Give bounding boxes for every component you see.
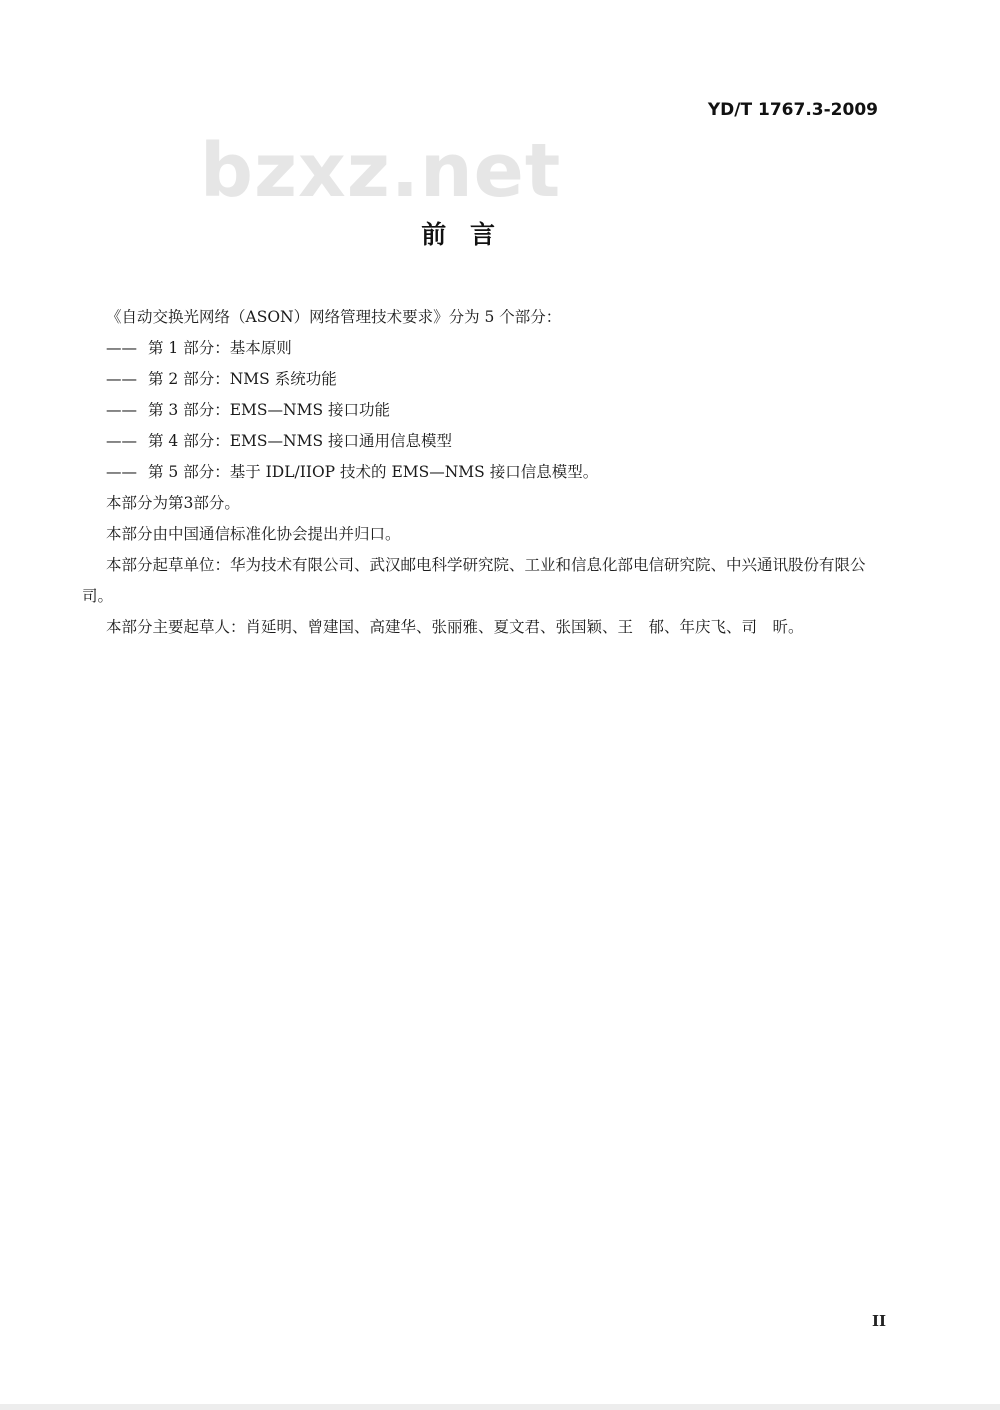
list-item bbox=[82, 426, 882, 457]
paragraph-drafting-units: 本部分起草单位：华为技术有限公司、武汉邮电科学研究院、工业和信息化部电信研究院、中兴通讯股份有限公司。 bbox=[82, 556, 866, 605]
paragraph-proposer: 本部分由中国通信标准化协会提出并归口。 bbox=[106, 525, 401, 543]
dash-marker: —— bbox=[106, 401, 137, 419]
part-text: 第 1 部分：基本原则 bbox=[148, 339, 292, 357]
page-number: II bbox=[871, 1312, 886, 1330]
list-item bbox=[82, 364, 882, 395]
intro-paragraph: 《自动交换光网络（ASON）网络管理技术要求》分为 5 个部分： bbox=[106, 308, 562, 326]
part-text: 第 4 部分：EMS—NMS 接口通用信息模型 bbox=[148, 432, 452, 450]
part-text: 第 5 部分：基于 IDL/IIOP 技术的 EMS—NMS 接口信息模型。 bbox=[148, 463, 599, 481]
paragraph-drafters: 本部分主要起草人：肖延明、曾建国、高建华、张丽雅、夏文君、张国颖、王 郁、年庆飞、司 昕。 bbox=[106, 618, 804, 636]
page-title: 前言 bbox=[421, 220, 519, 249]
standard-number: YD/T 1767.3-2009 bbox=[707, 100, 878, 120]
foreword-body bbox=[82, 302, 882, 643]
dash-marker: —— bbox=[106, 339, 137, 357]
dash-marker: —— bbox=[106, 432, 137, 450]
dash-marker: —— bbox=[106, 463, 137, 481]
page-bottom-edge bbox=[0, 1404, 1000, 1410]
list-item bbox=[82, 333, 882, 364]
part-text: 第 2 部分：NMS 系统功能 bbox=[148, 370, 337, 388]
paragraph-part-statement: 本部分为第3部分。 bbox=[106, 494, 240, 512]
dash-marker: —— bbox=[106, 370, 137, 388]
list-item bbox=[82, 457, 882, 488]
watermark: bzxz.net bbox=[200, 128, 562, 214]
part-text: 第 3 部分：EMS—NMS 接口功能 bbox=[148, 401, 390, 419]
list-item bbox=[82, 395, 882, 426]
